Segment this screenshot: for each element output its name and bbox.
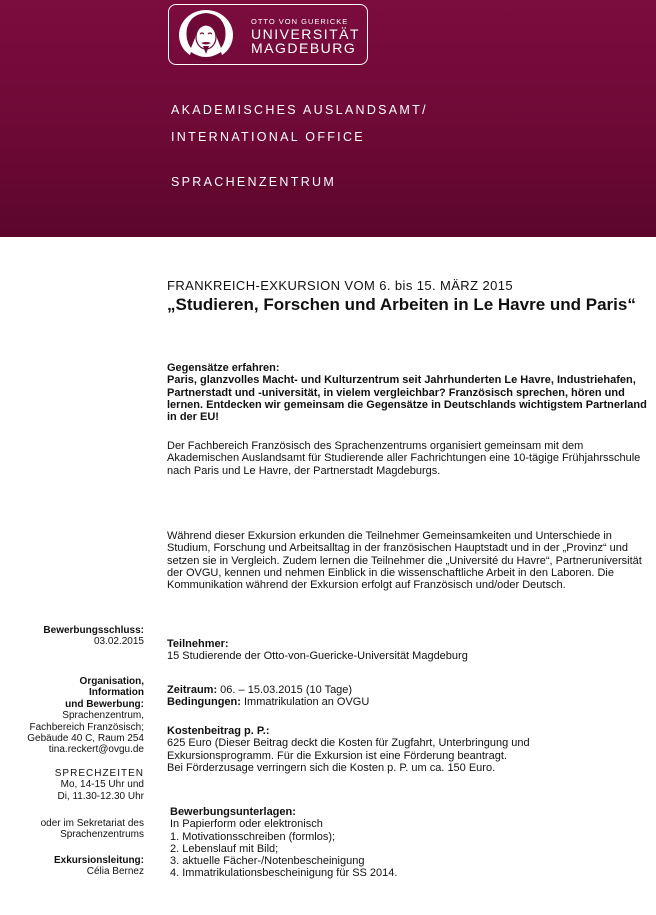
logo-line-universitaet: UNIVERSITÄT [251, 26, 361, 42]
office-hours-block [0, 768, 144, 802]
secretariat-block [0, 818, 144, 841]
documents-item: 3. aktuelle Fächer-/Notenbescheinigung [170, 855, 365, 868]
leader-label: Exkursionsleitung: [53, 855, 144, 866]
organisation-block [0, 676, 144, 756]
period-text: 06. – 15.03.2015 (10 Tage) [217, 684, 353, 696]
documents-item: 4. Immatrikulationsbescheinigung für SS 2014. [170, 867, 398, 880]
department-label: SPRACHENZENTRUM [171, 175, 337, 189]
participants-label: Teilnehmer: [167, 638, 229, 650]
participants-section [167, 638, 652, 663]
header-banner [0, 0, 656, 237]
org-email: tina.reckert@ovgu.de [48, 744, 144, 756]
cost-line-2: Exkursionsprogramm. Für die Exkursion ist eine Förderung beantragt. [167, 749, 507, 762]
office-line-1: AKADEMISCHES AUSLANDSAMT/ [171, 103, 428, 117]
guericke-portrait-icon [177, 8, 235, 62]
documents-item: 1. Motivationsschreiben (formlos); [170, 830, 336, 843]
main-content [167, 278, 652, 315]
intro-section [167, 362, 652, 423]
documents-section [170, 806, 655, 880]
paragraph-1: Der Fachbereich Französisch des Sprachenzentrums organisiert gemeinsam mit dem Akademischen Auslandsamt für Studierende aller Fachrichtungen eine 10-tägige Frühjahrsschule nach Paris und Le Havre, der Partnerstadt Magdeburgs. [167, 440, 641, 477]
period-label: Zeitraum: [167, 684, 218, 696]
cost-line-3: Bei Förderzusage verringern sich die Kosten p. P. um ca. 150 Euro. [167, 761, 496, 774]
deadline-label: Bewerbungsschluss: [43, 625, 144, 636]
org-label-1: Organisation, [79, 676, 144, 687]
intro-body: Paris, glanzvolles Macht- und Kulturzentrum seit Jahrhunderten Le Havre, Industriehafen, Partnerstadt und -universität, in vielem vergleichbar? Französisch sprechen, hören und lernen. Entdecken wir gemeinsam die Gegensätze in Deutschlands wichtigstem Partnerland in der EU! [167, 374, 647, 424]
org-line-1: Sprachenzentrum, [62, 710, 144, 722]
page-subtitle: FRANKREICH-EXKURSION VOM 6. bis 15. MÄRZ 2015 [167, 278, 513, 293]
secretariat-line-1: oder im Sekretariat des [40, 818, 144, 829]
org-line-2: Fachbereich Französisch; [29, 721, 144, 733]
deadline-date: 03.02.2015 [93, 636, 144, 648]
office-hours-line-1: Mo, 14-15 Uhr und [60, 779, 144, 791]
logo-small-text: OTTO VON GUERICKE [251, 17, 349, 26]
conditions-text: Immatrikulation an OVGU [240, 696, 370, 709]
university-logo [168, 4, 368, 65]
deadline-block [0, 625, 144, 648]
org-label-2: Information [89, 687, 144, 699]
participants-text: 15 Studierende der Otto-von-Guericke-Universität Magdeburg [167, 650, 468, 663]
leader-name: Célia Bernez [86, 866, 144, 878]
office-hours-line-2: Di, 11.30-12.30 Uhr [57, 790, 144, 802]
secretariat-line-2: Sprachenzentrums [60, 829, 144, 841]
cost-line-1: 625 Euro (Dieser Beitrag deckt die Kosten für Zugfahrt, Unterbringung und [167, 737, 530, 750]
logo-line-magdeburg: MAGDEBURG [251, 40, 357, 56]
documents-label: Bewerbungsunterlagen: [170, 806, 296, 818]
cost-label: Kostenbeitrag p. P.: [167, 725, 270, 737]
page-title: „Studieren, Forschen und Arbeiten in Le Havre und Paris“ [167, 295, 636, 314]
documents-item: 2. Lebenslauf mit Bild; [170, 842, 279, 855]
conditions-label: Bedingungen: [167, 696, 241, 709]
office-line-2: INTERNATIONAL OFFICE [171, 130, 365, 144]
paragraph-2: Während dieser Exkursion erkunden die Teilnehmer Gemeinsamkeiten und Unterschiede in Studium, Forschung und Arbeitsalltag in der französischen Hauptstadt und in der „Provinz“ und setzen sie in Vergleich. Zudem lernen die Teilnehmer die „Université du Havre“, Partneruniversität der OVGU, kennen und nehmen Einblick in die wissenschaftliche Arbeit in den Laboren. Die Kommunikation während der Exkursion erfolgt auf Französisch und/oder Deutsch. [167, 530, 642, 592]
leader-block [0, 855, 144, 878]
intro-heading: Gegensätze erfahren: [167, 362, 280, 374]
office-hours-label: SPRECHZEITEN [54, 768, 144, 779]
period-section [167, 684, 652, 709]
documents-intro: In Papierform oder elektronisch [170, 818, 323, 831]
org-label-3: und Bewerbung: [65, 698, 144, 710]
org-line-3: Gebäude 40 C, Raum 254 [27, 733, 144, 745]
cost-section [167, 725, 652, 774]
